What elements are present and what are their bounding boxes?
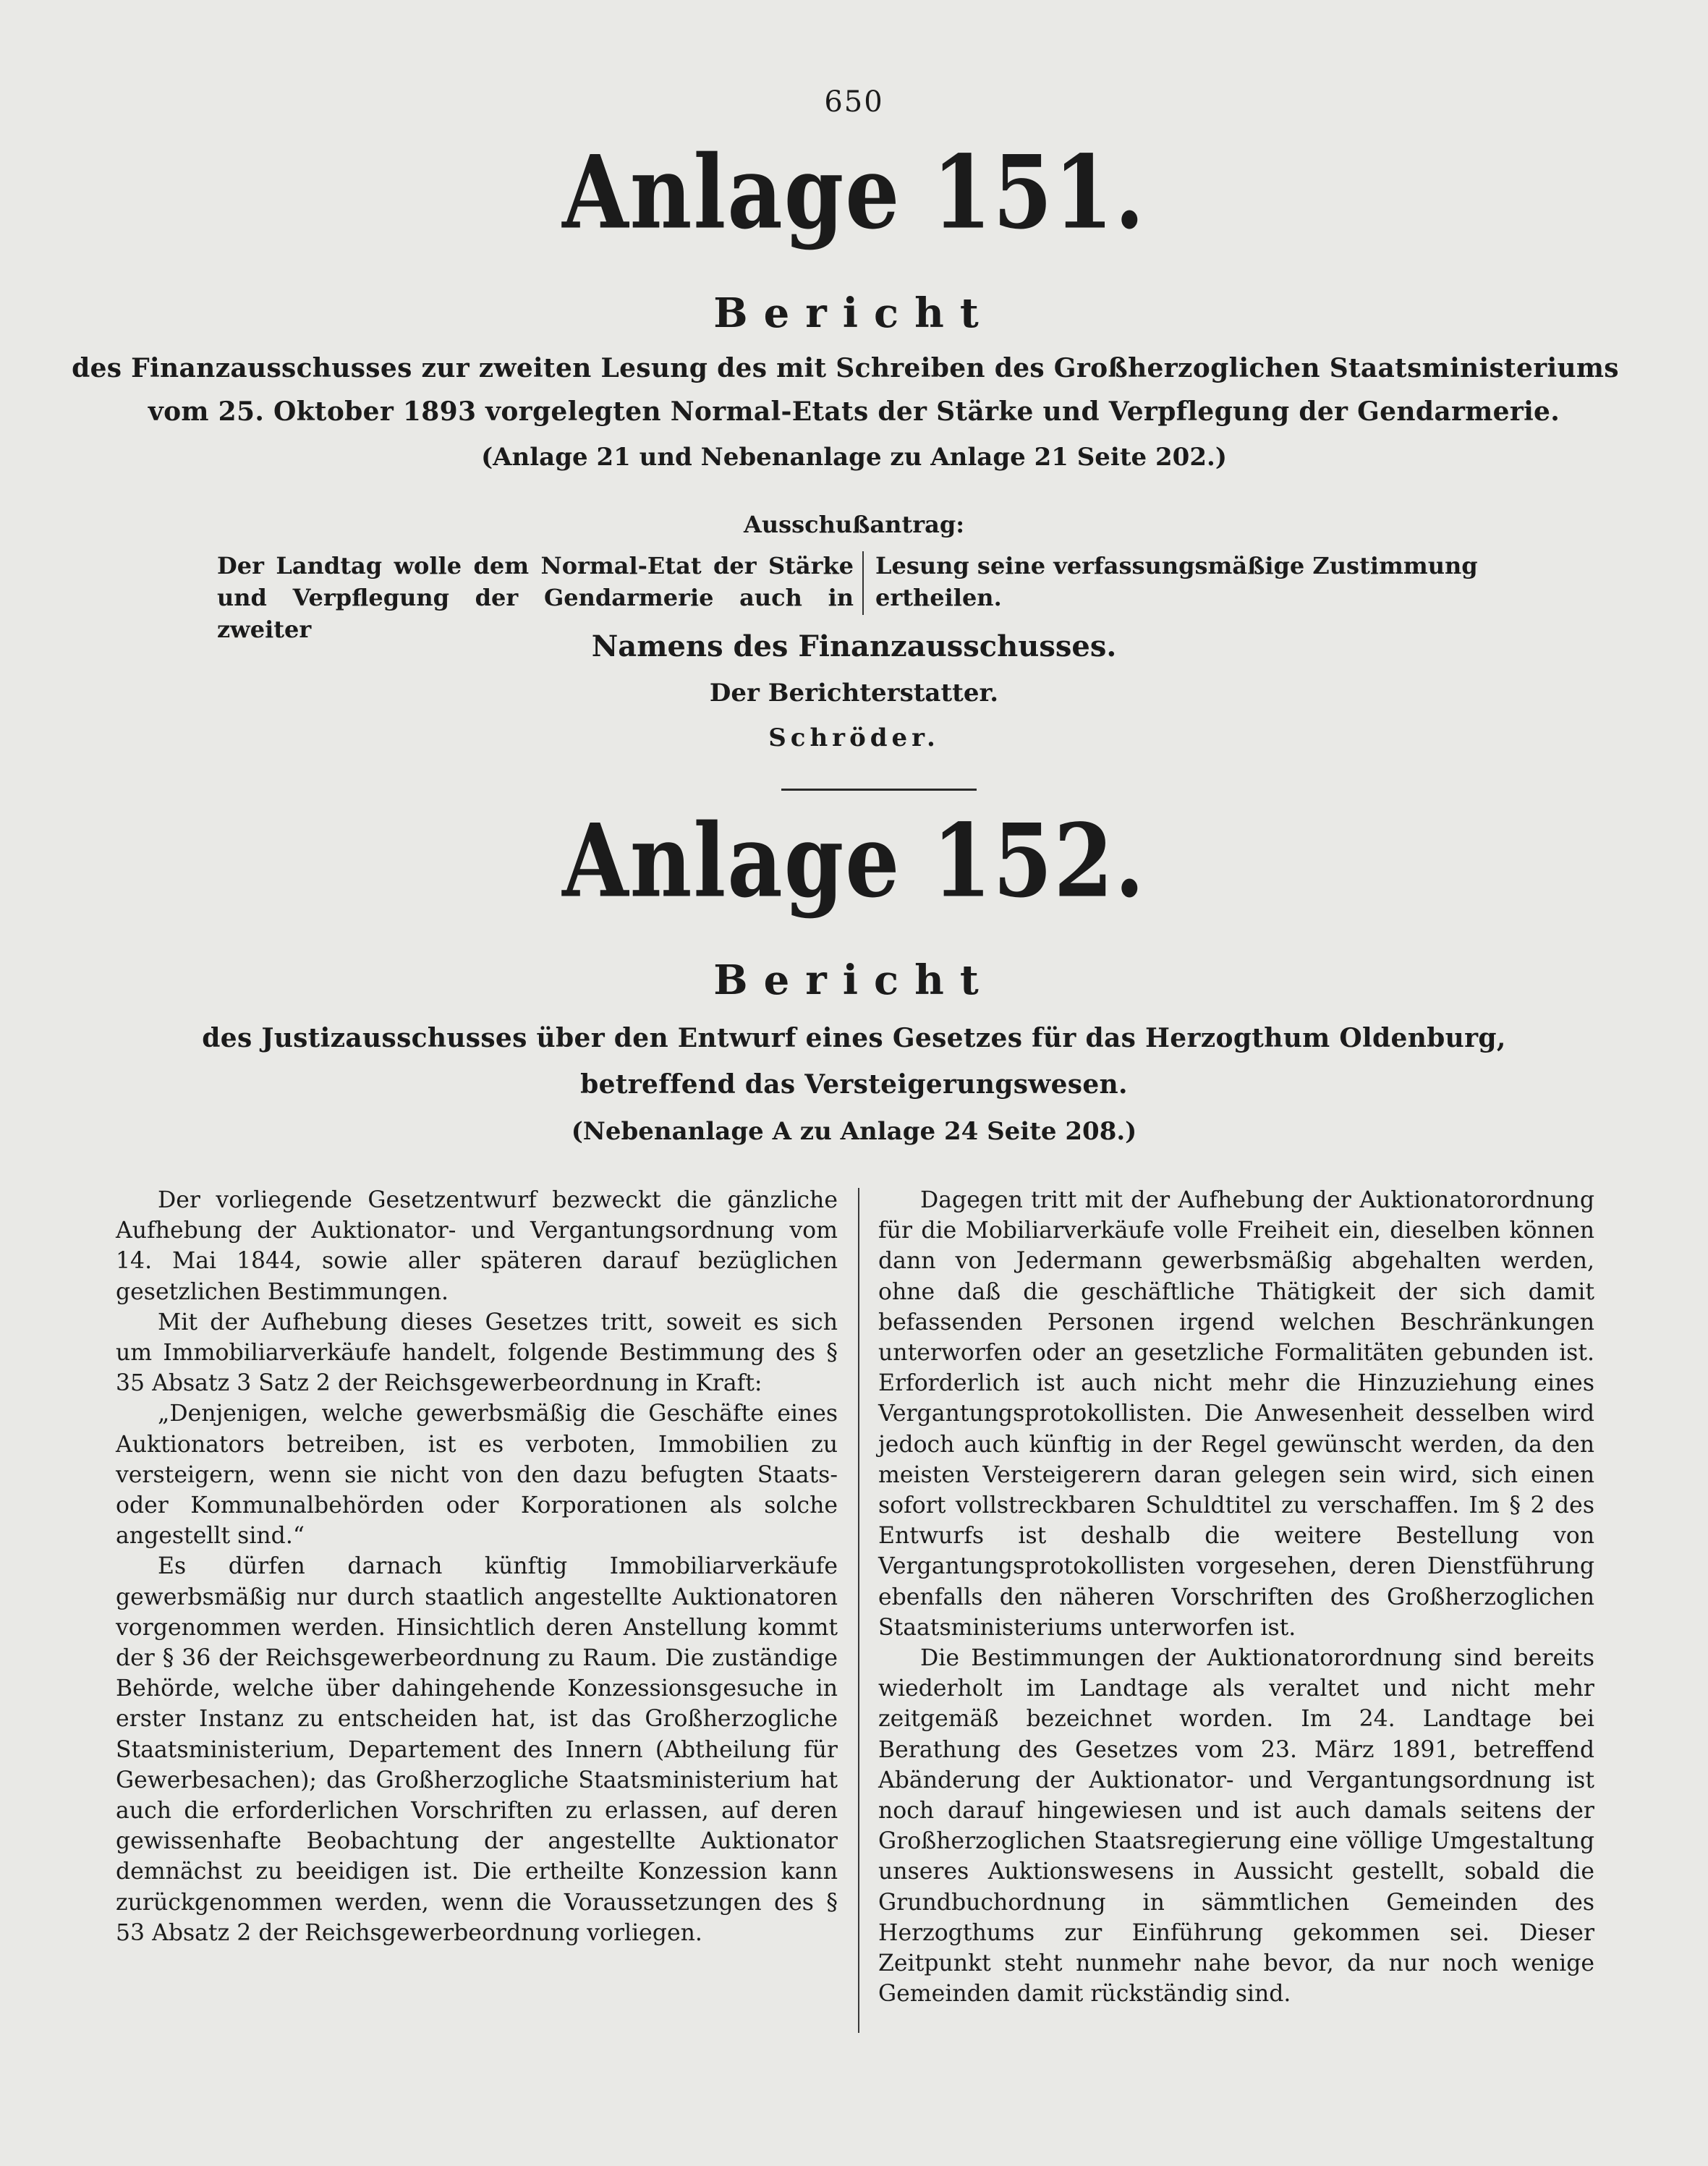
antrag-text-right: Lesung seine verfassungsmäßige Zustimmung ertheilen.: [875, 552, 1478, 611]
berichterstatter-label: Der Berichterstatter.: [709, 679, 999, 708]
anlage-152-title: Anlage 152.: [562, 801, 1146, 920]
left-paragraph-4: Es dürfen darnach künftig Immobiliarverkäufe gewerbsmäßig nur durch staatlich angestellte Auktionatoren vorgenommen werden. Hinsichtlich deren Anstellung kommt der § 36 der Reichsgewerbeordnung zu Raum. Die zuständige Behörde, welche über dahingehende Konzessionsgesuche in erster Instanz zu entscheiden hat, ist das Großherzogliche Staatsministerium, Departement des Innern (Abtheilung für Gewerbesachen); das Großherzogliche Staatsministerium hat auch die erforderlichen Vorschriften zu erlassen, auf deren gewissenhafte Beobachtung der angestellte Auktionator demnächst zu beeidigen ist. Die ertheilte Konzession kann zurückgenommen werden, wenn die Voraussetzungen des § 53 Absatz 2 der Reichsgewerbeordnung vorliegen.: [116, 1553, 838, 1946]
namens-des-finanzausschusses: Namens des Finanzausschusses.: [591, 629, 1117, 663]
left-paragraph-2: Mit der Aufhebung dieses Gesetzes tritt, soweit es sich um Immobiliarverkäufe handelt, folgende Bestimmung des § 35 Absatz 3 Satz 2 der Reichsgewerbeordnung in Kraft:: [116, 1309, 838, 1397]
right-paragraph-2: Die Bestimmungen der Auktionatorordnung sind bereits wiederholt im Landtage als veraltet und nicht mehr zeitgemäß bezeichnet worden. Im 24. Landtage bei Berathung des Gesetzes vom 23. März 1891, betreffend Abänderung der Auktionator- und Vergantungsordnung ist noch darauf hingewiesen und ist auch damals seitens der Großherzoglichen Staatsregierung eine völlige Umgestaltung unseres Auktionswesens in Aussicht gestellt, sobald die Grundbuchordnung in sämmtlichen Gemeinden des Herzogthums zur Einführung gekommen sei. Dieser Zeitpunkt steht nunmehr nahe bevor, da nur noch wenige Gemeinden damit rückständig sind.: [878, 1645, 1594, 2008]
left-paragraph-1: Der vorliegende Gesetzentwurf bezweckt die gänzliche Aufhebung der Auktionator- und Vergantungsordnung vom 14. Mai 1844, sowie aller späteren darauf bezüglichen gesetzlichen Bestimmungen.: [116, 1187, 838, 1305]
anlage-152-reference: (Nebenanlage A zu Anlage 24 Seite 208.): [571, 1117, 1137, 1146]
anlage-151-title: Anlage 151.: [562, 132, 1146, 252]
anlage-152-subtitle-line1: des Justizausschusses über den Entwurf eines Gesetzes für das Herzogthum Oldenburg,: [202, 1023, 1506, 1053]
left-text-column: [116, 1185, 838, 1948]
anlage-152-bericht-heading: Bericht: [713, 956, 995, 1004]
page-number: 650: [824, 85, 884, 119]
anlage-151-bericht-heading: Bericht: [713, 289, 995, 337]
right-paragraph-1: Dagegen tritt mit der Aufhebung der Auktionatorordnung für die Mobiliarverkäufe volle Freiheit ein, dieselben können dann von Jedermann gewerbsmäßig abgehalten werden, ohne daß die geschäftliche Thätigkeit der sich damit befassenden Personen irgend welchen Beschränkungen unterworfen oder an gesetzliche Formalitäten gebunden ist. Erforderlich ist auch nicht mehr die Hinzuziehung eines Vergantungsprotokollisten. Die Anwesenheit desselben wird jedoch auch künftig in der Regel gewünscht werden, da den meisten Versteigerern daran gelegen sein wird, sich einen sofort vollstreckbaren Schuldtitel zu verschaffen. Im § 2 des Entwurfs ist deshalb die weitere Bestellung von Vergantungsprotokollisten vorgesehen, deren Dienstführung ebenfalls den näheren Vorschriften des Großherzoglichen Staatsministeriums unterworfen ist.: [878, 1187, 1594, 1641]
column-divider: [858, 1188, 859, 2033]
ausschussantrag-label: Ausschußantrag:: [743, 511, 964, 538]
berichterstatter-name: Schröder.: [768, 723, 940, 752]
anlage-151-subtitle-line1: des Finanzausschusses zur zweiten Lesung des mit Schreiben des Großherzoglichen Staatsministeriums: [72, 353, 1619, 383]
right-text-column: [878, 1185, 1594, 2009]
antrag-column-divider: [862, 551, 864, 615]
anlage-151-subtitle-line2: vom 25. Oktober 1893 vorgelegten Normal-Etats der Stärke und Verpflegung der Gendarmerie.: [148, 396, 1560, 427]
anlage-152-subtitle-line2: betreffend das Versteigerungswesen.: [580, 1069, 1128, 1100]
anlage-151-reference: (Anlage 21 und Nebenanlage zu Anlage 21 Seite 202.): [481, 443, 1227, 472]
section-divider: [781, 789, 977, 791]
antrag-text-left: Der Landtag wolle dem Normal-Etat der Stärke und Verpflegung der Gendarmerie auch in zweiter: [217, 552, 854, 643]
left-paragraph-quote: „Denjenigen, welche gewerbsmäßig die Geschäfte eines Auktionators betreiben, ist es verboten, Immobilien zu versteigern, wenn sie nicht von den dazu befugten Staats- oder Kommunalbehörden oder Korporationen als solche angestellt sind.“: [116, 1401, 838, 1550]
